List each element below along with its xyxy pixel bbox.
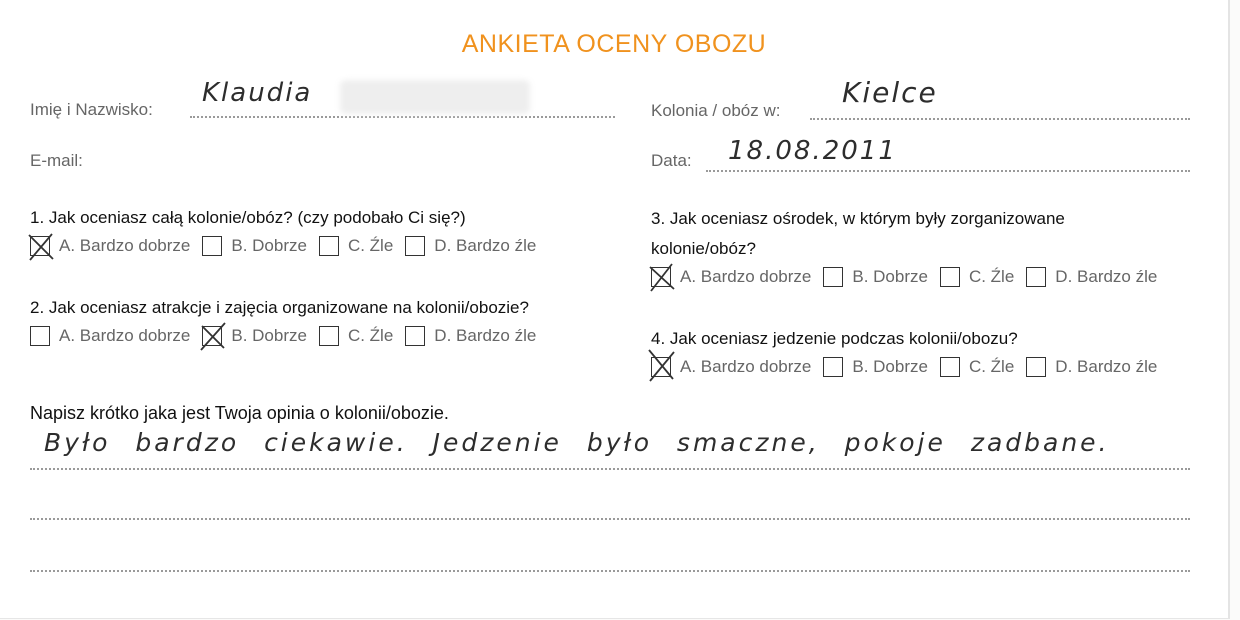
checkbox[interactable] <box>405 326 425 346</box>
q2-option-b[interactable] <box>202 326 307 346</box>
q3-option-a-label: A. Bardzo dobrze <box>680 267 812 286</box>
q2-option-d[interactable] <box>405 326 536 346</box>
q2-option-a-label: A. Bardzo dobrze <box>59 326 191 345</box>
checkbox[interactable] <box>1026 267 1046 287</box>
name-handwriting: Klaudia <box>202 78 313 108</box>
date-dotted-line <box>706 170 1190 172</box>
q4-option-c-label: C. Źle <box>968 357 1015 376</box>
opinion-line-3 <box>30 570 1190 572</box>
checkbox[interactable] <box>319 326 339 346</box>
camp-dotted-line <box>810 118 1190 120</box>
q3-option-c-label: C. Źle <box>968 267 1015 286</box>
q1-option-d-label: D. Bardzo źle <box>434 236 537 255</box>
question-4-options <box>651 357 1169 377</box>
q1-option-d[interactable] <box>405 236 536 256</box>
checkbox[interactable] <box>319 236 339 256</box>
checkbox[interactable] <box>940 357 960 377</box>
question-3-text: 3. Jak oceniasz ośrodek, w którym były zorganizowane <box>651 209 1065 228</box>
checkbox[interactable] <box>1026 357 1046 377</box>
name-dotted-line <box>190 116 615 118</box>
q3-option-a[interactable] <box>651 267 811 287</box>
checkbox[interactable] <box>202 236 222 256</box>
q3-option-d-label: D. Bardzo źle <box>1055 267 1158 286</box>
q1-option-a[interactable] <box>30 236 190 256</box>
q4-option-b[interactable] <box>823 357 928 377</box>
checkbox[interactable] <box>823 357 843 377</box>
q4-option-a[interactable] <box>651 357 811 377</box>
checkbox-checked[interactable] <box>651 357 671 377</box>
date-label: Data: <box>651 151 692 170</box>
email-label: E-mail: <box>30 151 83 170</box>
q2-option-c[interactable] <box>319 326 393 346</box>
email-redaction <box>109 128 618 178</box>
q4-option-d[interactable] <box>1026 357 1157 377</box>
camp-label: Kolonia / obóz w: <box>651 101 781 120</box>
checkbox-checked[interactable] <box>651 267 671 287</box>
q1-option-a-label: A. Bardzo dobrze <box>59 236 191 255</box>
question-2-text: 2. Jak oceniasz atrakcje i zajęcia organizowane na kolonii/obozie? <box>30 298 529 317</box>
opinion-line-2 <box>30 518 1190 520</box>
question-3-text-continued: kolonie/obóz? <box>651 239 756 258</box>
date-handwriting: 18.08.2011 <box>728 136 897 166</box>
q4-option-d-label: D. Bardzo źle <box>1055 357 1158 376</box>
q2-option-b-label: B. Dobrze <box>231 326 307 345</box>
q1-option-b-label: B. Dobrze <box>231 236 307 255</box>
q3-option-b[interactable] <box>823 267 928 287</box>
question-1-options <box>30 236 548 256</box>
q4-option-c[interactable] <box>940 357 1014 377</box>
name-label: Imię i Nazwisko: <box>30 100 153 119</box>
q3-option-c[interactable] <box>940 267 1014 287</box>
q2-option-c-label: C. Źle <box>347 326 394 345</box>
checkbox-checked[interactable] <box>30 236 50 256</box>
opinion-line-1 <box>30 468 1190 470</box>
form-title: ANKIETA OCENY OBOZU <box>461 30 767 58</box>
question-3-options <box>651 267 1169 287</box>
checkbox[interactable] <box>823 267 843 287</box>
checkbox[interactable] <box>405 236 425 256</box>
question-2-options <box>30 326 548 346</box>
q1-option-c-label: C. Źle <box>347 236 394 255</box>
checkbox-checked[interactable] <box>202 326 222 346</box>
q3-option-b-label: B. Dobrze <box>852 267 928 286</box>
q2-option-a[interactable] <box>30 326 190 346</box>
camp-handwriting: Kielce <box>842 76 938 109</box>
q1-option-b[interactable] <box>202 236 307 256</box>
opinion-prompt: Napisz krótko jaka jest Twoja opinia o kolonii/obozie. <box>30 403 449 423</box>
checkbox[interactable] <box>940 267 960 287</box>
blurred-surname <box>340 80 530 114</box>
q1-option-c[interactable] <box>319 236 393 256</box>
question-1-text: 1. Jak oceniasz całą kolonie/obóz? (czy podobało Ci się?) <box>30 208 466 227</box>
q4-option-b-label: B. Dobrze <box>852 357 928 376</box>
question-4-text: 4. Jak oceniasz jedzenie podczas kolonii/obozu? <box>651 329 1018 348</box>
checkbox[interactable] <box>30 326 50 346</box>
opinion-handwriting: Było bardzo ciekawie. Jedzenie było smaczne, pokoje zadbane. <box>44 428 1110 457</box>
q2-option-d-label: D. Bardzo źle <box>434 326 537 345</box>
q3-option-d[interactable] <box>1026 267 1157 287</box>
q4-option-a-label: A. Bardzo dobrze <box>680 357 812 376</box>
